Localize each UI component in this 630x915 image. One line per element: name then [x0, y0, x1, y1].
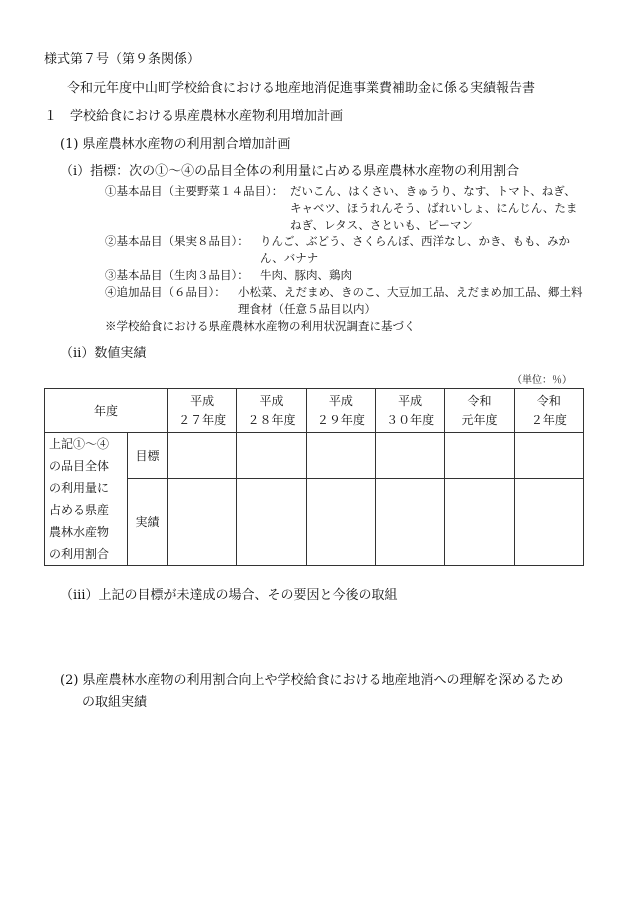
row-label: 上記①～④ の品目全体 の利用量に 占める県産 農林水産物 の利用割合 [45, 433, 128, 566]
subsection-2-heading-line1: (2) 県産農林水産物の利用割合向上や学校給食における地産地消への理解を深めるため [60, 673, 564, 688]
item-2-content: りんご、ぶどう、さくらんぼ、西洋なし、かき、もも、みかん、バナナ [260, 234, 571, 265]
item-1-content: だいこん、はくさい、きゅうり、なす、トマト、ねぎ、キャベツ、ほうれんそう、ばれいしょ、にんじん、たまねぎ、レタス、さといも、ピーマン [290, 184, 578, 232]
result-cell[interactable] [306, 478, 375, 565]
result-cell[interactable] [168, 478, 237, 565]
year-col-6: 令和 ２年度 [514, 389, 583, 433]
target-cell[interactable] [376, 433, 445, 479]
item-1-name: ①基本品目（主要野菜１４品目）： [105, 184, 284, 198]
subsection-1-heading: (1) 県産農林水産物の利用割合増加計画 [60, 137, 291, 152]
result-cell[interactable] [237, 478, 306, 565]
target-cell[interactable] [237, 433, 306, 479]
survey-note: ※学校給食における県産農林水産物の利用状況調査に基づく [105, 319, 416, 333]
target-label: 目標 [128, 433, 168, 479]
item-3-name: ③基本品目（生肉３品目）： [105, 268, 249, 282]
item-4-content: 小松菜、えだまめ、きのこ、大豆加工品、えだまめ加工品、郷土料理食材（任意５品目以内） [238, 285, 583, 316]
results-label: （ⅱ）数値実績 [60, 346, 147, 361]
target-cell[interactable] [306, 433, 375, 479]
target-cell[interactable] [168, 433, 237, 479]
result-cell[interactable] [376, 478, 445, 565]
year-col-3: 平成 ２９年度 [306, 389, 375, 433]
section-1-heading: １ 学校給食における県産農林水産物利用増加計画 [44, 109, 344, 124]
result-cell[interactable] [445, 478, 514, 565]
indicator-label: （ⅰ）指標：次の①～④の品目全体の利用量に占める県産農林水産物の利用割合 [60, 164, 520, 179]
subsection-2-heading-line2: の取組実績 [82, 695, 148, 710]
year-header: 年度 [45, 389, 168, 433]
result-cell[interactable] [514, 478, 583, 565]
item-2-name: ②基本品目（果実８品目）： [105, 234, 249, 248]
year-col-2: 平成 ２８年度 [237, 389, 306, 433]
form-number: 様式第７号（第９条関係） [44, 52, 201, 67]
document-title: 令和元年度中山町学校給食における地産地消促進事業費補助金に係る実績報告書 [67, 81, 536, 96]
target-cell[interactable] [514, 433, 583, 479]
year-col-4: 平成 ３０年度 [376, 389, 445, 433]
year-col-1: 平成 ２７年度 [168, 389, 237, 433]
issues-label: （ⅲ）上記の目標が未達成の場合、その要因と今後の取組 [60, 588, 398, 603]
results-table [44, 388, 584, 566]
result-label: 実績 [128, 478, 168, 565]
item-3-content: 牛肉、豚肉、鶏肉 [260, 268, 352, 282]
target-cell[interactable] [445, 433, 514, 479]
unit-label: （単位：％） [512, 375, 572, 386]
item-4-name: ④追加品目（６品目）： [105, 285, 226, 299]
year-col-5: 令和 元年度 [445, 389, 514, 433]
